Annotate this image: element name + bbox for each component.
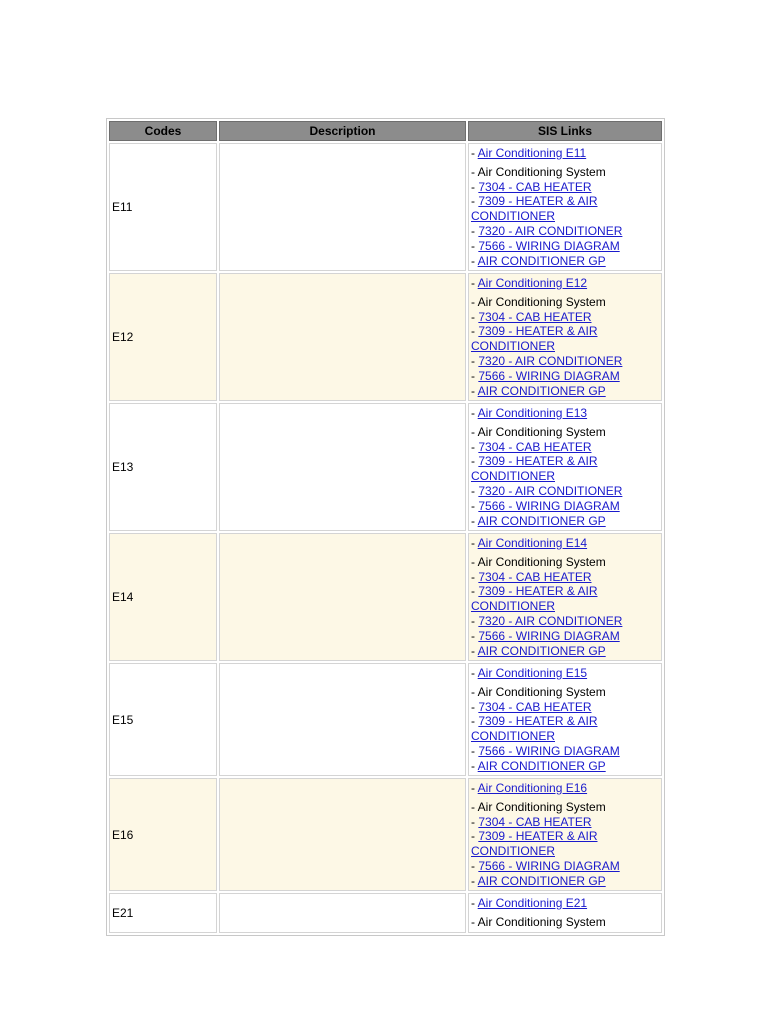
sis-link-line: - Air Conditioning E14 <box>471 536 588 550</box>
sis-links-cell <box>468 893 662 933</box>
sis-link-line: - Air Conditioning System <box>471 914 606 929</box>
table-row <box>109 403 662 531</box>
sis-link[interactable]: 7566 - WIRING DIAGRAM <box>478 743 620 758</box>
sis-link[interactable]: 7304 - CAB HEATER <box>478 814 592 829</box>
sis-link-line: - Air Conditioning E15 <box>471 666 588 680</box>
sis-link-line: - 7304 - CAB HEATER <box>471 699 592 714</box>
sis-links-cell <box>468 533 662 661</box>
sis-link[interactable]: Air Conditioning E16 <box>477 781 588 795</box>
table-body <box>109 143 662 933</box>
sis-links-cell <box>468 403 662 531</box>
description-cell <box>219 533 466 661</box>
table-row <box>109 778 662 891</box>
codes-table <box>106 118 665 936</box>
sis-link[interactable]: Air Conditioning E11 <box>477 146 587 160</box>
sis-link-line: - Air Conditioning E13 <box>471 406 588 420</box>
sis-link-line: - 7309 - HEATER & AIR CONDITIONER <box>471 194 598 224</box>
sis-link-line: - 7320 - AIR CONDITIONER <box>471 223 623 238</box>
sis-link[interactable]: 7309 - HEATER & AIR CONDITIONER <box>471 454 598 484</box>
description-cell <box>219 143 466 271</box>
sis-link[interactable]: 7304 - CAB HEATER <box>478 309 592 324</box>
sis-link[interactable]: 7304 - CAB HEATER <box>478 179 592 194</box>
sis-link[interactable]: Air Conditioning E13 <box>477 406 588 420</box>
table-row <box>109 663 662 776</box>
sis-link-line: - 7309 - HEATER & AIR CONDITIONER <box>471 714 598 744</box>
sis-link[interactable]: 7566 - WIRING DIAGRAM <box>478 628 620 643</box>
sis-link-text: Air Conditioning System <box>477 684 606 699</box>
sis-link[interactable]: Air Conditioning E12 <box>477 276 588 290</box>
sis-link-line: - 7309 - HEATER & AIR CONDITIONER <box>471 584 598 614</box>
sis-link-line: - 7309 - HEATER & AIR CONDITIONER <box>471 454 598 484</box>
description-cell <box>219 778 466 891</box>
sis-link[interactable]: 7566 - WIRING DIAGRAM <box>478 238 620 253</box>
code-cell: E16 <box>109 778 217 891</box>
sis-link-line: - 7309 - HEATER & AIR CONDITIONER <box>471 324 598 354</box>
sis-link-line: - 7304 - CAB HEATER <box>471 439 592 454</box>
sis-link[interactable]: AIR CONDITIONER GP <box>477 758 606 773</box>
sis-links-cell <box>468 143 662 271</box>
sis-link-line: - AIR CONDITIONER GP <box>471 383 606 398</box>
sis-link-text: Air Conditioning System <box>477 799 606 814</box>
sis-link[interactable]: 7320 - AIR CONDITIONER <box>478 483 623 498</box>
header-description: Description <box>219 121 466 141</box>
sis-link-text: Air Conditioning System <box>477 294 606 309</box>
sis-link-line: - Air Conditioning E11 <box>471 146 587 160</box>
sis-link[interactable]: 7320 - AIR CONDITIONER <box>478 223 623 238</box>
sis-link-line: - AIR CONDITIONER GP <box>471 513 606 528</box>
sis-link-line: - Air Conditioning E16 <box>471 781 588 795</box>
sis-link[interactable]: 7304 - CAB HEATER <box>478 439 592 454</box>
code-cell: E11 <box>109 143 217 271</box>
description-cell <box>219 403 466 531</box>
sis-link-line: - 7304 - CAB HEATER <box>471 309 592 324</box>
sis-link-line: - AIR CONDITIONER GP <box>471 758 606 773</box>
description-cell <box>219 893 466 933</box>
sis-link-line: - 7304 - CAB HEATER <box>471 814 592 829</box>
sis-link-line: - 7566 - WIRING DIAGRAM <box>471 628 620 643</box>
sis-link-line: - 7320 - AIR CONDITIONER <box>471 483 623 498</box>
sis-link-line: - AIR CONDITIONER GP <box>471 253 606 268</box>
sis-link-line: - 7304 - CAB HEATER <box>471 569 592 584</box>
sis-link[interactable]: AIR CONDITIONER GP <box>477 253 606 268</box>
sis-link-text: Air Conditioning System <box>477 914 606 929</box>
sis-link[interactable]: 7309 - HEATER & AIR CONDITIONER <box>471 714 598 744</box>
sis-link[interactable]: 7566 - WIRING DIAGRAM <box>478 368 620 383</box>
table-row <box>109 533 662 661</box>
table-row <box>109 273 662 401</box>
sis-link[interactable]: AIR CONDITIONER GP <box>477 643 606 658</box>
sis-link[interactable]: 7309 - HEATER & AIR CONDITIONER <box>471 584 598 614</box>
sis-link-line: - Air Conditioning System <box>471 294 606 309</box>
sis-link-line: - 7566 - WIRING DIAGRAM <box>471 858 620 873</box>
header-row <box>109 121 662 141</box>
sis-link-line: - Air Conditioning System <box>471 684 606 699</box>
sis-link-line: - AIR CONDITIONER GP <box>471 643 606 658</box>
sis-link[interactable]: 7304 - CAB HEATER <box>478 569 592 584</box>
sis-link[interactable]: 7309 - HEATER & AIR CONDITIONER <box>471 829 598 859</box>
sis-link-line: - Air Conditioning System <box>471 424 606 439</box>
sis-link[interactable]: Air Conditioning E15 <box>477 666 588 680</box>
sis-link-text: Air Conditioning System <box>477 424 606 439</box>
sis-link-line: - 7566 - WIRING DIAGRAM <box>471 368 620 383</box>
sis-link-line: - 7566 - WIRING DIAGRAM <box>471 238 620 253</box>
table-row <box>109 893 662 933</box>
sis-link-text: Air Conditioning System <box>477 164 606 179</box>
sis-link-line: - 7566 - WIRING DIAGRAM <box>471 498 620 513</box>
sis-link[interactable]: AIR CONDITIONER GP <box>477 873 606 888</box>
sis-link-line: - AIR CONDITIONER GP <box>471 873 606 888</box>
code-cell: E15 <box>109 663 217 776</box>
sis-link[interactable]: AIR CONDITIONER GP <box>477 383 606 398</box>
sis-link[interactable]: 7309 - HEATER & AIR CONDITIONER <box>471 194 598 224</box>
sis-link-line: - 7304 - CAB HEATER <box>471 179 592 194</box>
sis-links-cell <box>468 778 662 891</box>
sis-link-line: - Air Conditioning System <box>471 799 606 814</box>
sis-link-line: - Air Conditioning E12 <box>471 276 588 290</box>
sis-link-line: - 7320 - AIR CONDITIONER <box>471 613 623 628</box>
sis-link[interactable]: 7320 - AIR CONDITIONER <box>478 613 623 628</box>
sis-link[interactable]: Air Conditioning E21 <box>477 896 588 910</box>
sis-link[interactable]: Air Conditioning E14 <box>477 536 588 550</box>
sis-links-cell <box>468 663 662 776</box>
sis-links-cell <box>468 273 662 401</box>
code-cell: E13 <box>109 403 217 531</box>
sis-link[interactable]: 7566 - WIRING DIAGRAM <box>478 498 620 513</box>
code-cell: E21 <box>109 893 217 933</box>
sis-link[interactable]: 7304 - CAB HEATER <box>478 699 592 714</box>
sis-link-text: Air Conditioning System <box>477 554 606 569</box>
description-cell <box>219 663 466 776</box>
sis-link-line: - Air Conditioning E21 <box>471 896 588 910</box>
code-cell: E12 <box>109 273 217 401</box>
sis-link-line: - 7309 - HEATER & AIR CONDITIONER <box>471 829 598 859</box>
sis-link[interactable]: 7320 - AIR CONDITIONER <box>478 353 623 368</box>
sis-link[interactable]: AIR CONDITIONER GP <box>477 513 606 528</box>
sis-link-line: - 7566 - WIRING DIAGRAM <box>471 743 620 758</box>
description-cell <box>219 273 466 401</box>
sis-link[interactable]: 7309 - HEATER & AIR CONDITIONER <box>471 324 598 354</box>
sis-link[interactable]: 7566 - WIRING DIAGRAM <box>478 858 620 873</box>
sis-link-line: - 7320 - AIR CONDITIONER <box>471 353 623 368</box>
table-row <box>109 143 662 271</box>
sis-link-line: - Air Conditioning System <box>471 554 606 569</box>
sis-link-line: - Air Conditioning System <box>471 164 606 179</box>
header-sis-links: SIS Links <box>468 121 662 141</box>
header-codes: Codes <box>109 121 217 141</box>
code-cell: E14 <box>109 533 217 661</box>
